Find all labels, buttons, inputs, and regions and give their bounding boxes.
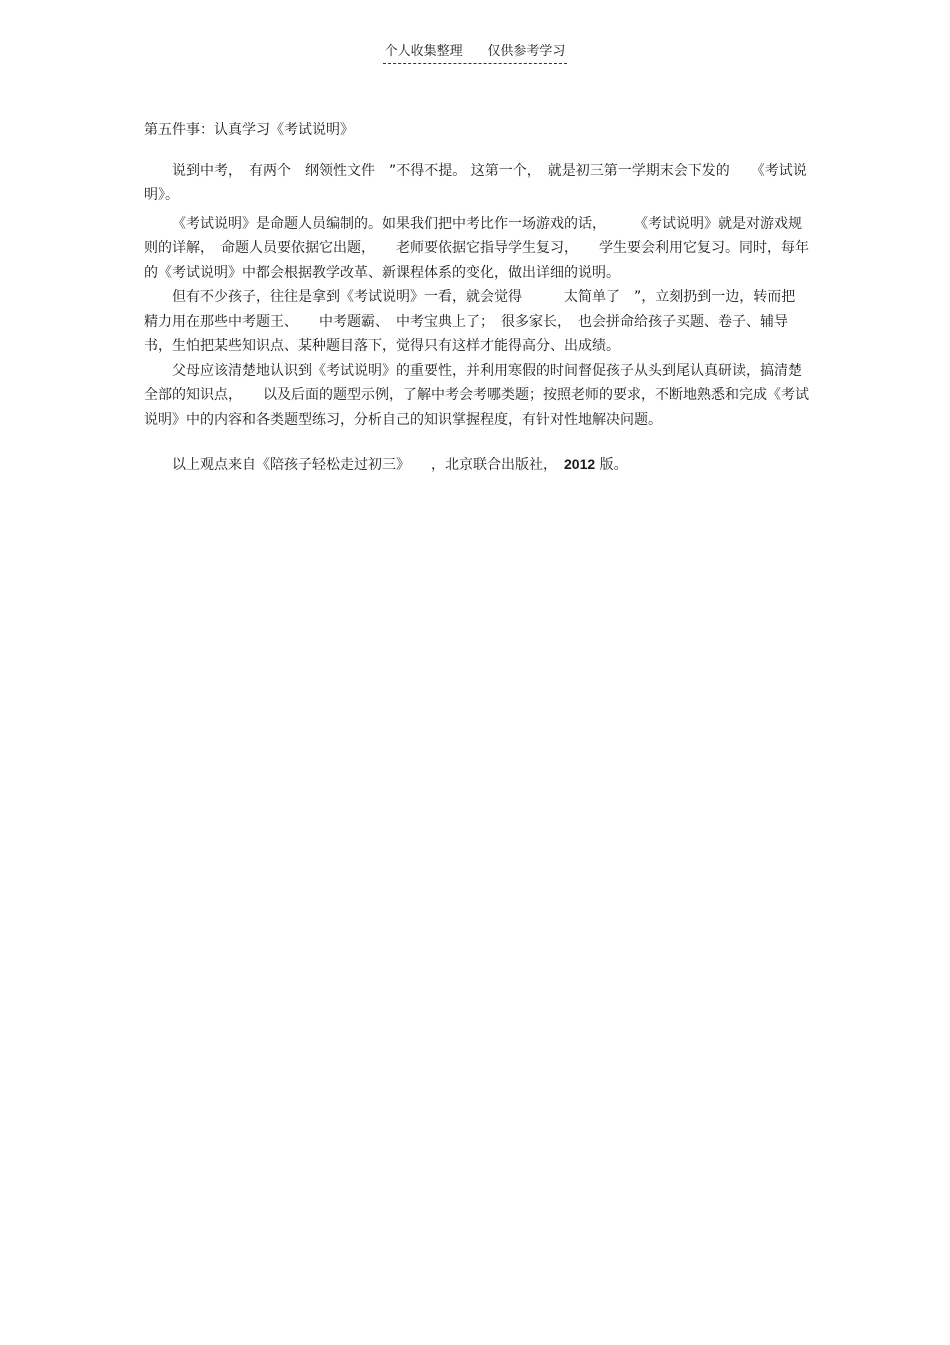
source-note: [144, 452, 809, 478]
source-year: 2012: [564, 456, 596, 472]
source-suffix: 版。: [595, 457, 628, 473]
paragraph-3: 但有不少孩子，往往是拿到《考试说明》一看，就会觉得 太简单了 ”，立刻扔到一边，转而把精力用在那些中考题王、 中考题霸、 中考宝典上了； 很多家长， 也会拼命给孩子买题、卷子、辅导书，生怕把某些知识点、某种题目落下，觉得只有这样才能得高分、出成绩。: [144, 289, 796, 354]
section-heading: 第五件事：认真学习《考试说明》: [144, 122, 354, 138]
page-header: [0, 40, 950, 64]
paragraph-4: 父母应该清楚地认识到《考试说明》的重要性，并利用寒假的时间督促孩子从头到尾认真研读，搞清楚全部的知识点， 以及后面的题型示例，了解中考会考哪类题；按照老师的要求，不断地熟悉和完成《考试说明》中的内容和各类题型练习，分析自己的知识掌握程度，有针对性地解决问题。: [144, 362, 809, 428]
source-prefix: 以上观点来自《陪孩子轻松走过初三》 ，北京联合出版社，: [172, 457, 564, 473]
header-left-text: 个人收集整理: [384, 44, 463, 59]
header-text: [383, 43, 568, 64]
paragraph-1: 说到中考， 有两个 纲领性文件 ”不得不提。 这第一个， 就是初三第一学期末会下发的 《考试说明》。: [144, 162, 807, 203]
document-body: [144, 118, 809, 478]
paragraph-2: 《考试说明》是命题人员编制的。如果我们把中考比作一场游戏的话， 《考试说明》就是对游戏规则的详解， 命题人员要依据它出题， 老师要依据它指导学生复习， 学生要会利用它复习。同时，每年的《考试说明》中都会根据教学改革、新课程体系的变化，做出详细的说明。: [144, 215, 809, 281]
header-right-text: 仅供参考学习: [487, 44, 566, 59]
